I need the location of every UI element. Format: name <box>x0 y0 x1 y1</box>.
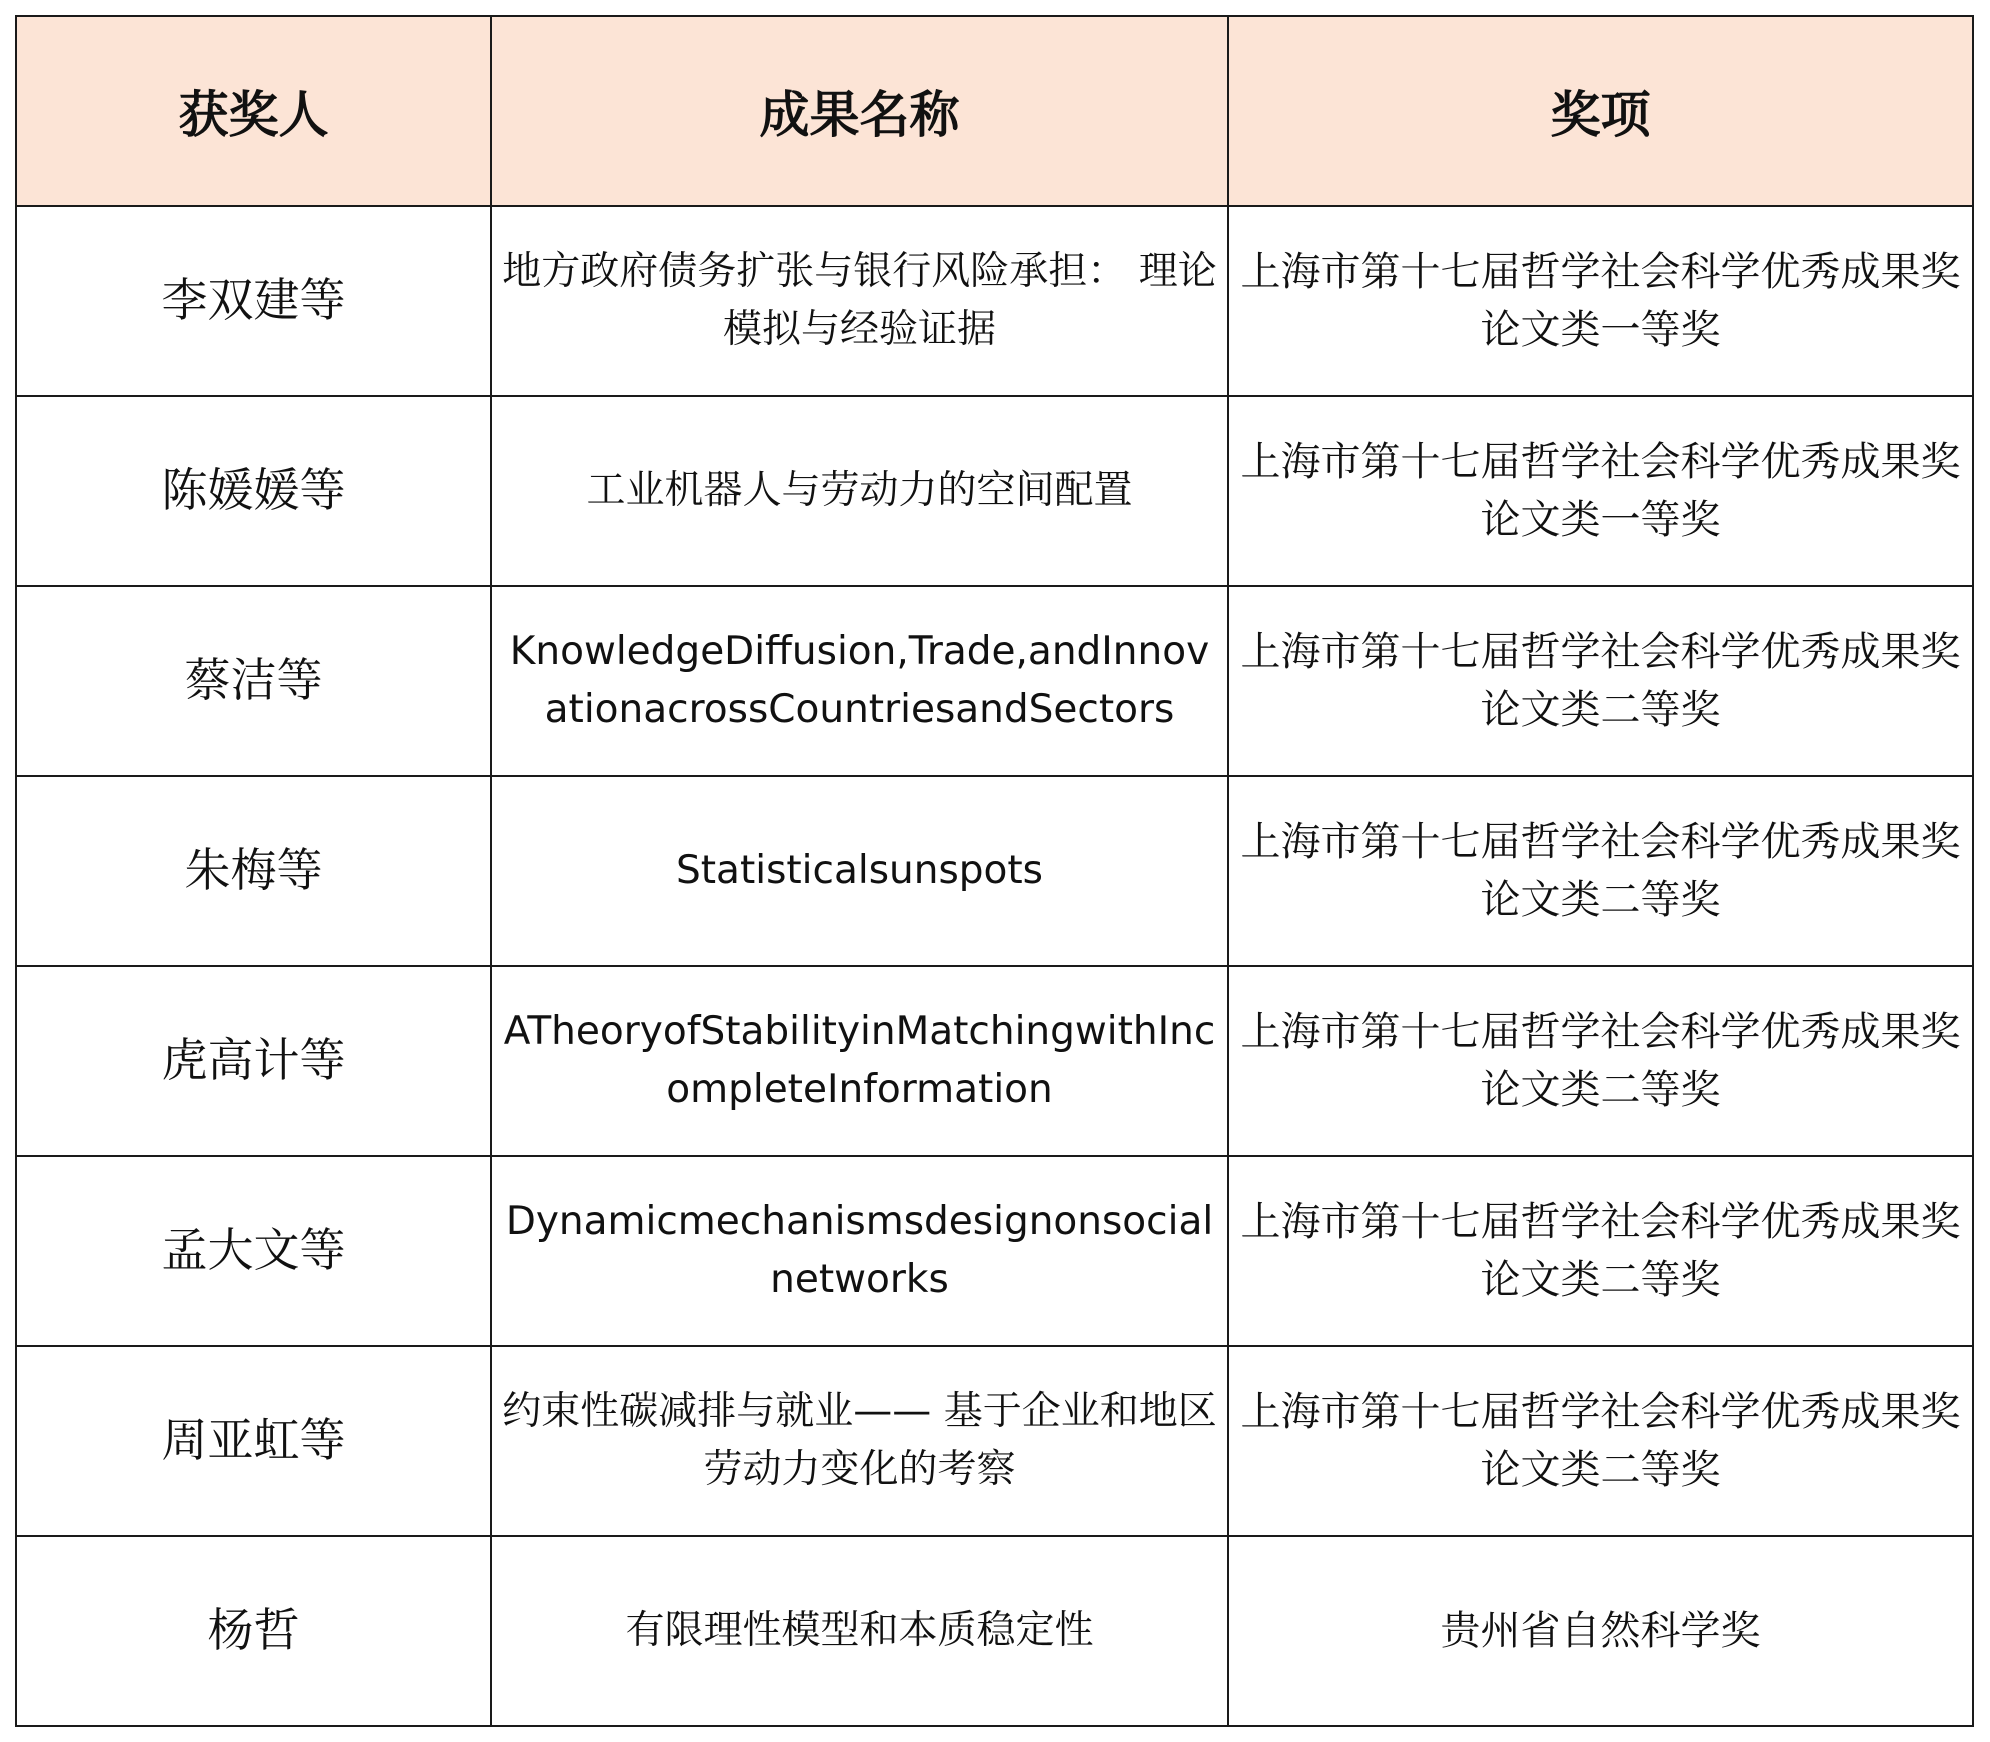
table-row <box>16 1346 1973 1536</box>
title-cell: KnowledgeDiffusion,Trade,andInnovationacrossCountriesandSectors <box>491 586 1228 776</box>
award-line-1: 上海市第十七届哲学社会科学优秀成果奖 <box>1240 439 1961 485</box>
title-cell: 有限理性模型和本质稳定性 <box>491 1536 1228 1726</box>
header-winner: 获奖人 <box>16 16 491 206</box>
award-line-2: 论文类二等奖 <box>1480 687 1721 733</box>
table-row <box>16 776 1973 966</box>
award-line-1: 上海市第十七届哲学社会科学优秀成果奖 <box>1240 819 1961 865</box>
award-cell <box>1228 1536 1973 1726</box>
award-cell <box>1228 1156 1973 1346</box>
title-cell: ATheoryofStabilityinMatchingwithIncompleteInformation <box>491 966 1228 1156</box>
winner-cell: 杨哲 <box>16 1536 491 1726</box>
winner-cell: 朱梅等 <box>16 776 491 966</box>
title-cell: Statisticalsunspots <box>491 776 1228 966</box>
award-line-2: 论文类二等奖 <box>1480 1067 1721 1113</box>
award-cell <box>1228 966 1973 1156</box>
award-line-1: 贵州省自然科学奖 <box>1440 1608 1761 1654</box>
award-line-2: 论文类二等奖 <box>1480 1257 1721 1303</box>
award-cell <box>1228 206 1973 396</box>
title-cell: Dynamicmechanismsdesignonsocialnetworks <box>491 1156 1228 1346</box>
table-row <box>16 1156 1973 1346</box>
winner-cell: 周亚虹等 <box>16 1346 491 1536</box>
awards-table <box>15 15 1974 1727</box>
award-cell <box>1228 776 1973 966</box>
table-row <box>16 206 1973 396</box>
title-cell: 工业机器人与劳动力的空间配置 <box>491 396 1228 586</box>
table-row <box>16 1536 1973 1726</box>
award-line-2: 论文类一等奖 <box>1480 497 1721 543</box>
table-row <box>16 586 1973 776</box>
award-cell <box>1228 396 1973 586</box>
award-cell <box>1228 1346 1973 1536</box>
winner-cell: 李双建等 <box>16 206 491 396</box>
award-cell <box>1228 586 1973 776</box>
title-cell: 约束性碳减排与就业—— 基于企业和地区劳动力变化的考察 <box>491 1346 1228 1536</box>
award-line-1: 上海市第十七届哲学社会科学优秀成果奖 <box>1240 1199 1961 1245</box>
award-line-1: 上海市第十七届哲学社会科学优秀成果奖 <box>1240 1009 1961 1055</box>
table-header <box>16 16 1973 206</box>
winner-cell: 孟大文等 <box>16 1156 491 1346</box>
award-line-2: 论文类二等奖 <box>1480 1447 1721 1493</box>
header-row <box>16 16 1973 206</box>
winner-cell: 虎高计等 <box>16 966 491 1156</box>
award-line-2: 论文类二等奖 <box>1480 877 1721 923</box>
award-line-1: 上海市第十七届哲学社会科学优秀成果奖 <box>1240 629 1961 675</box>
award-line-2: 论文类一等奖 <box>1480 307 1721 353</box>
table-body <box>16 206 1973 1726</box>
table-row <box>16 966 1973 1156</box>
header-award: 奖项 <box>1228 16 1973 206</box>
table-row <box>16 396 1973 586</box>
title-cell: 地方政府债务扩张与银行风险承担： 理论模拟与经验证据 <box>491 206 1228 396</box>
award-line-1: 上海市第十七届哲学社会科学优秀成果奖 <box>1240 249 1961 295</box>
header-title: 成果名称 <box>491 16 1228 206</box>
winner-cell: 蔡洁等 <box>16 586 491 776</box>
winner-cell: 陈媛媛等 <box>16 396 491 586</box>
award-line-1: 上海市第十七届哲学社会科学优秀成果奖 <box>1240 1389 1961 1435</box>
